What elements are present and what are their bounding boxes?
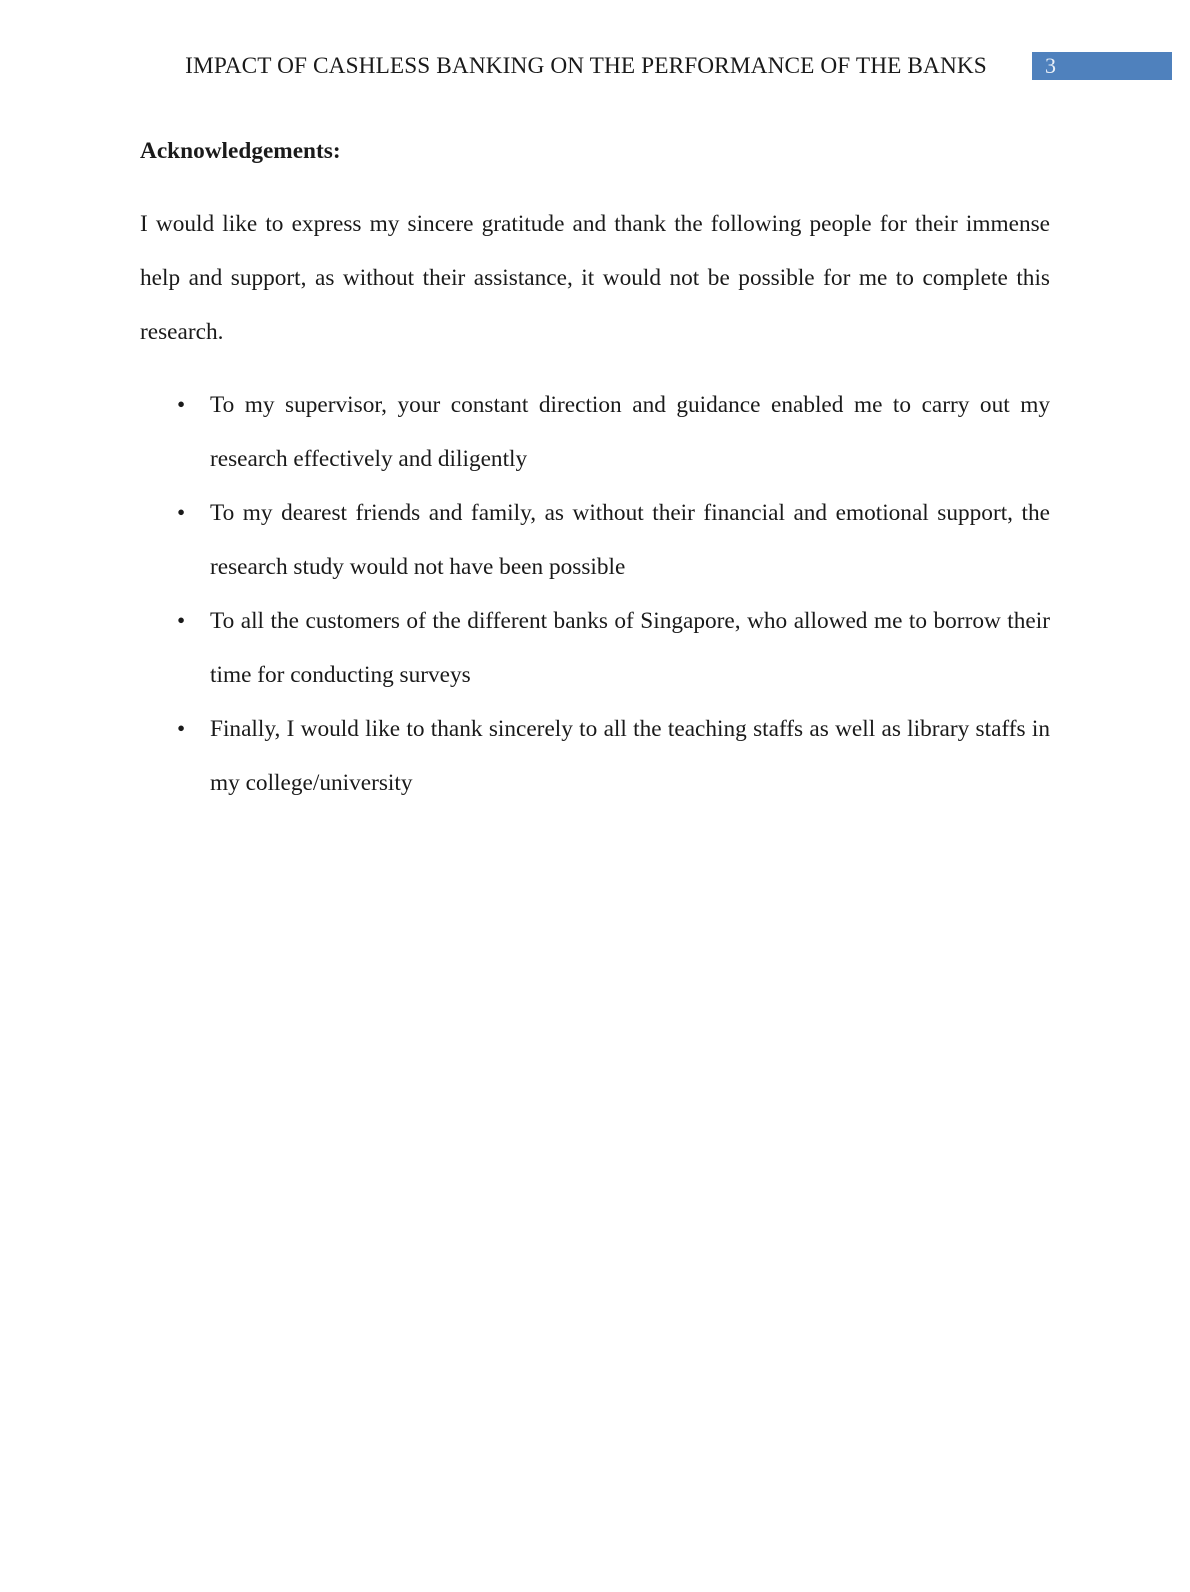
list-item-text: To my dearest friends and family, as without their financial and emotional support, the research study would not have been possible xyxy=(210,500,1050,580)
list-item-text: To all the customers of the different banks of Singapore, who allowed me to borrow their time for conducting surveys xyxy=(210,608,1050,688)
list-item-text: Finally, I would like to thank sincerely to all the teaching staffs as well as library staffs in my college/university xyxy=(210,716,1050,796)
list-item xyxy=(140,486,1050,594)
bullet-icon: • xyxy=(177,608,186,634)
bullet-icon: • xyxy=(177,392,186,418)
document-body xyxy=(0,124,1190,810)
page-number-box xyxy=(1032,52,1172,80)
list-item-text: To my supervisor, your constant direction and guidance enabled me to carry out my research effectively and diligently xyxy=(210,392,1050,472)
page-header xyxy=(0,52,1190,80)
running-head-title: IMPACT OF CASHLESS BANKING ON THE PERFORMANCE OF THE BANKS xyxy=(185,52,987,79)
document-page xyxy=(0,52,1190,1592)
list-item xyxy=(140,594,1050,702)
acknowledgement-list xyxy=(140,378,1050,810)
intro-paragraph: I would like to express my sincere gratitude and thank the following people for their immense help and support, as without their assistance, it would not be possible for me to complete this research. xyxy=(140,211,1050,345)
bullet-icon: • xyxy=(177,500,186,526)
list-item xyxy=(140,702,1050,810)
list-item xyxy=(140,378,1050,486)
bullet-icon: • xyxy=(177,716,186,742)
section-heading: Acknowledgements: xyxy=(140,138,341,164)
page-number: 3 xyxy=(1045,53,1056,78)
